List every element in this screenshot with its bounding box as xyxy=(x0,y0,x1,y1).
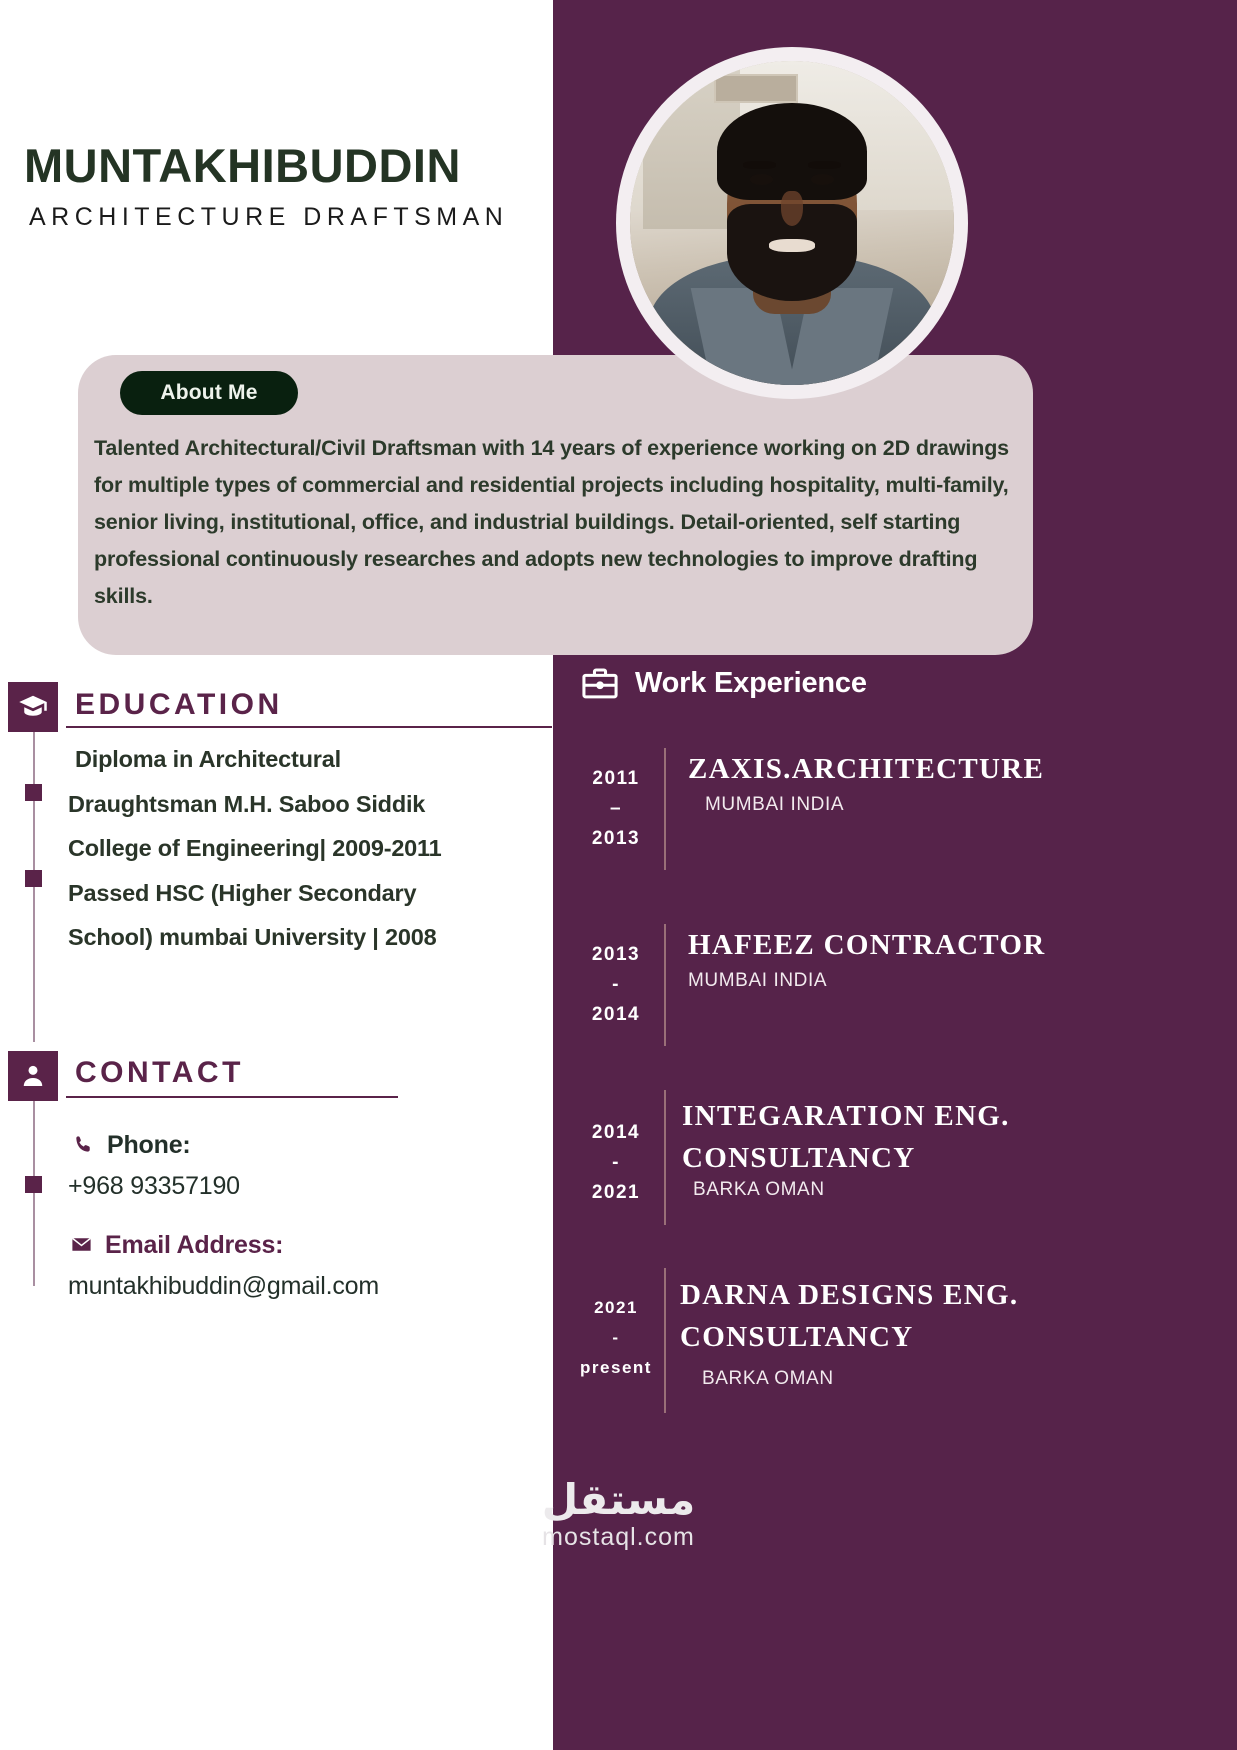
avatar-image xyxy=(630,61,954,385)
email-address: muntakhibuddin@gmail.com xyxy=(68,1272,380,1300)
contact-spine xyxy=(33,1101,35,1286)
email-label: Email Address: xyxy=(105,1231,284,1259)
job-start-year: 2021 xyxy=(594,1298,638,1317)
about-me-badge-label: About Me xyxy=(160,381,258,404)
job-end-year: 2013 xyxy=(591,828,641,849)
job-location: MUMBAI INDIA xyxy=(688,970,828,991)
job-start-year: 2013 xyxy=(591,944,641,965)
work-experience-heading xyxy=(582,666,867,700)
education-heading: EDUCATION xyxy=(75,688,283,721)
education-bullet-1 xyxy=(25,784,42,801)
job-dates xyxy=(568,1268,664,1413)
job-date-dash: – xyxy=(609,798,623,819)
page-title: MUNTAKHIBUDDIN xyxy=(24,139,461,192)
job-title-subtitle: ARCHITECTURE DRAFTSMAN xyxy=(29,203,509,231)
job-dates xyxy=(568,1090,664,1225)
about-me-text: Talented Architectural/Civil Draftsman with 14 years of experience working on 2D drawings for multiple types of commercial and residential projects including hospitality, multi-family, senior living, institutional, office, and industrial buildings. Detail-oriented, self starting professional continuously researches and adopts new technologies to improve drafting skills. xyxy=(94,436,1009,608)
job-end-year: 2014 xyxy=(591,1004,641,1025)
education-entry-line: Draughtsman M.H. Saboo Siddik xyxy=(68,791,426,817)
job-dates xyxy=(568,924,664,1046)
email-row[interactable] xyxy=(70,1231,283,1260)
envelope-icon xyxy=(70,1233,96,1258)
phone-row[interactable] xyxy=(72,1131,191,1160)
job-location: MUMBAI INDIA xyxy=(705,794,845,815)
job-company: ZAXIS.ARCHITECTURE xyxy=(688,753,1045,785)
job-details xyxy=(666,924,1046,1046)
work-experience-item xyxy=(568,1268,1060,1413)
phone-number: +968 93357190 xyxy=(68,1172,240,1200)
education-entry-line: Passed HSC (Higher Secondary xyxy=(68,880,417,906)
work-experience-item xyxy=(568,924,1046,1046)
graduation-cap-icon xyxy=(8,682,58,732)
watermark-latin: mostaql.com xyxy=(542,1523,695,1551)
contact-heading: CONTACT xyxy=(75,1056,244,1089)
job-details xyxy=(666,1090,1062,1225)
phone-value[interactable] xyxy=(68,1172,240,1201)
work-experience-item xyxy=(568,748,1044,870)
job-company: DARNA DESIGNS ENG. CONSULTANCY xyxy=(680,1279,1019,1353)
job-end-year: present xyxy=(580,1358,652,1377)
contact-divider xyxy=(66,1096,398,1098)
email-value[interactable] xyxy=(68,1272,379,1301)
job-end-year: 2021 xyxy=(591,1182,641,1203)
job-dates xyxy=(568,748,664,870)
phone-label: Phone: xyxy=(107,1131,191,1159)
job-date-dash: - xyxy=(612,974,620,995)
person-icon xyxy=(8,1051,58,1101)
phone-icon xyxy=(72,1133,98,1158)
job-details xyxy=(666,748,1044,870)
job-company: INTEGARATION ENG. CONSULTANCY xyxy=(682,1100,1010,1174)
job-start-year: 2011 xyxy=(592,768,640,789)
education-entry-line: School) mumbai University | 2008 xyxy=(68,924,437,950)
education-entry-line: Diploma in Architectural xyxy=(75,746,341,772)
avatar xyxy=(616,47,968,399)
briefcase-icon xyxy=(582,666,618,700)
job-location: BARKA OMAN xyxy=(693,1179,825,1200)
job-date-dash: - xyxy=(612,1328,620,1347)
job-company: HAFEEZ CONTRACTOR xyxy=(688,929,1046,961)
job-date-dash: - xyxy=(612,1152,620,1173)
job-details xyxy=(666,1268,1060,1413)
watermark xyxy=(0,1475,1237,1552)
education-entry-line: College of Engineering| 2009-2011 xyxy=(68,835,442,861)
education-bullet-2 xyxy=(25,870,42,887)
education-divider xyxy=(66,726,552,728)
contact-bullet-1 xyxy=(25,1176,42,1193)
education-spine xyxy=(33,732,35,1042)
job-start-year: 2014 xyxy=(591,1122,641,1143)
about-me-badge xyxy=(120,371,298,415)
job-location: BARKA OMAN xyxy=(702,1368,834,1389)
work-experience-title: Work Experience xyxy=(635,666,867,699)
work-experience-item xyxy=(568,1090,1062,1225)
watermark-arabic: مستقل xyxy=(541,1475,696,1524)
